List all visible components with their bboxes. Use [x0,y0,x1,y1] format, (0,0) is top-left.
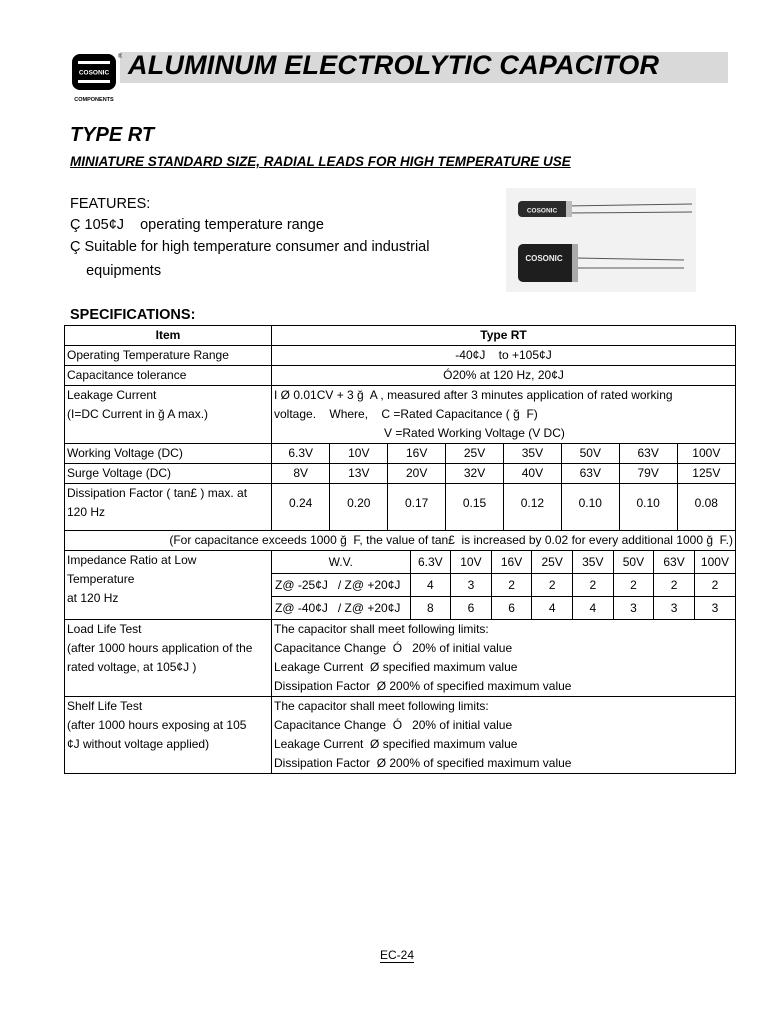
op-temp-value: -40¢J to +105¢J [272,346,736,366]
op-temp-row [65,346,736,366]
impedance-voltage: 25V [532,551,573,574]
impedance-voltage: 16V [491,551,532,574]
load-life-value: The capacitor shall meet following limits: Capacitance Change Ó 20% of initial value Leakage Current Ø specified maximum value Dissipation Factor Ø 200% of specified maximum value [272,620,736,697]
df-cell: 0.12 [504,484,562,530]
impedance-cell: 2 [694,574,735,597]
impedance-table [272,551,735,619]
capacitor-small-label: COSONIC [526,207,558,215]
wv-cell: 16V [388,444,446,463]
impedance-voltage: 100V [694,551,735,574]
df-note-row [65,531,736,551]
wv-row [65,444,736,464]
sv-row [65,464,736,484]
impedance-cell: 4 [573,597,614,620]
cap-tol-label: Capacitance tolerance [65,366,272,386]
impedance-cell: 4 [532,597,573,620]
sv-cell: 63V [561,464,619,483]
df-cell: 0.20 [330,484,388,530]
impedance-cell: 6 [451,597,492,620]
impedance-cell: 2 [491,574,532,597]
page-title: ALUMINUM ELECTROLYTIC CAPACITOR [128,50,660,80]
wv-cell: 50V [561,444,619,463]
sv-cell: 20V [388,464,446,483]
load-life-label: Load Life Test (after 1000 hours application of the rated voltage, at 105¢J ) [65,620,272,697]
shelf-life-value: The capacitor shall meet following limits: Capacitance Change Ó 20% of initial value Leakage Current Ø specified maximum value Dissipation Factor Ø 200% of specified maximum value [272,697,736,774]
sv-values [272,464,735,483]
wv-cell: 100V [677,444,735,463]
op-temp-label: Operating Temperature Range [65,346,272,366]
table-header-row [65,326,736,346]
impedance-cell: 2 [654,574,695,597]
df-row [65,484,736,531]
impedance-voltage: 63V [654,551,695,574]
leakage-row [65,386,736,444]
sv-cell: 125V [677,464,735,483]
impedance-row [65,551,736,620]
impedance-voltage: 50V [613,551,654,574]
sv-cell: 8V [293,466,309,480]
df-cell: 0.24 [289,495,313,510]
logo-text: COSONIC [78,69,110,77]
wv-cell: 25V [446,444,504,463]
feature-item: Ç Suitable for high temperature consumer and industrial [70,239,430,255]
wv-cell: 6.3V [288,446,314,460]
wv-label: Working Voltage (DC) [65,444,272,464]
leakage-value: I Ø 0.01CV + 3 ğ A , measured after 3 minutes application of rated working voltage. Where, C =Rated Capacitance ( ğ F) V =Rated Working Voltage (V DC) [272,386,736,444]
impedance-label: Impedance Ratio at Low Temperature at 120 Hz [65,551,272,620]
df-cell: 0.08 [677,484,735,530]
sv-cell: 40V [504,464,562,483]
page-number: EC-24 [380,948,415,962]
type-title: TYPE RT [70,124,155,146]
wv-cell: 63V [619,444,677,463]
sv-cell: 13V [330,464,388,483]
specifications-table [64,325,736,774]
impedance-cell: 2 [532,574,573,597]
impedance-cell: 3 [613,597,654,620]
feature-item: equipments [70,263,162,279]
cap-tol-row [65,366,736,386]
df-cell: 0.17 [388,484,446,530]
impedance-voltage: 10V [451,551,492,574]
registered-mark: ® [118,54,122,60]
shelf-life-label: Shelf Life Test (after 1000 hours exposing at 105 ¢J without voltage applied) [65,697,272,774]
logo-subtext: COMPONENTS [74,97,114,103]
sv-cell: 32V [446,464,504,483]
impedance-cell: 3 [694,597,735,620]
wv-cell: 10V [330,444,388,463]
sv-cell: 79V [619,464,677,483]
wv-cell: 35V [504,444,562,463]
impedance-wv-label: W.V. [328,554,353,569]
capacitor-photo [506,188,696,292]
wv-values [272,444,735,463]
col-type-header: Type RT [272,326,736,346]
specifications-heading: SPECIFICATIONS: [70,307,196,323]
impedance-cell: 3 [654,597,695,620]
feature-item: Ç 105¢J operating temperature range [70,217,324,233]
impedance-cell: 6 [491,597,532,620]
leakage-label: Leakage Current (I=DC Current in ğ A max.) [65,386,272,444]
impedance-voltage: 6.3V [410,551,451,574]
subtitle: MINIATURE STANDARD SIZE, RADIAL LEADS FOR HIGH TEMPERATURE USE [70,154,571,169]
cosonic-logo [70,52,122,104]
impedance-cell: 3 [451,574,492,597]
shelf-life-row [65,697,736,774]
load-life-row [65,620,736,697]
capacitor-large-label: COSONIC [525,254,563,263]
impedance-voltage: 35V [573,551,614,574]
df-label: Dissipation Factor ( tan£ ) max. at 120 Hz [65,484,272,531]
df-values [272,484,735,530]
impedance-cell: 2 [613,574,654,597]
cap-tol-value: Ó20% at 120 Hz, 20¢J [272,366,736,386]
impedance-cell: 4 [410,574,451,597]
impedance-cell: 8 [410,597,451,620]
df-cell: 0.15 [446,484,504,530]
col-item-header: Item [65,326,272,346]
impedance-row-label: Z@ -40¢J / Z@ +20¢J [272,597,410,620]
sv-label: Surge Voltage (DC) [65,464,272,484]
df-note: (For capacitance exceeds 1000 ğ F, the value of tan£ is increased by 0.02 for every additional 1000 ğ F.) [65,531,736,551]
df-cell: 0.10 [619,484,677,530]
impedance-row-label: Z@ -25¢J / Z@ +20¢J [272,574,410,597]
df-cell: 0.10 [561,484,619,530]
impedance-cell: 2 [573,574,614,597]
features-heading: FEATURES: [70,196,151,212]
